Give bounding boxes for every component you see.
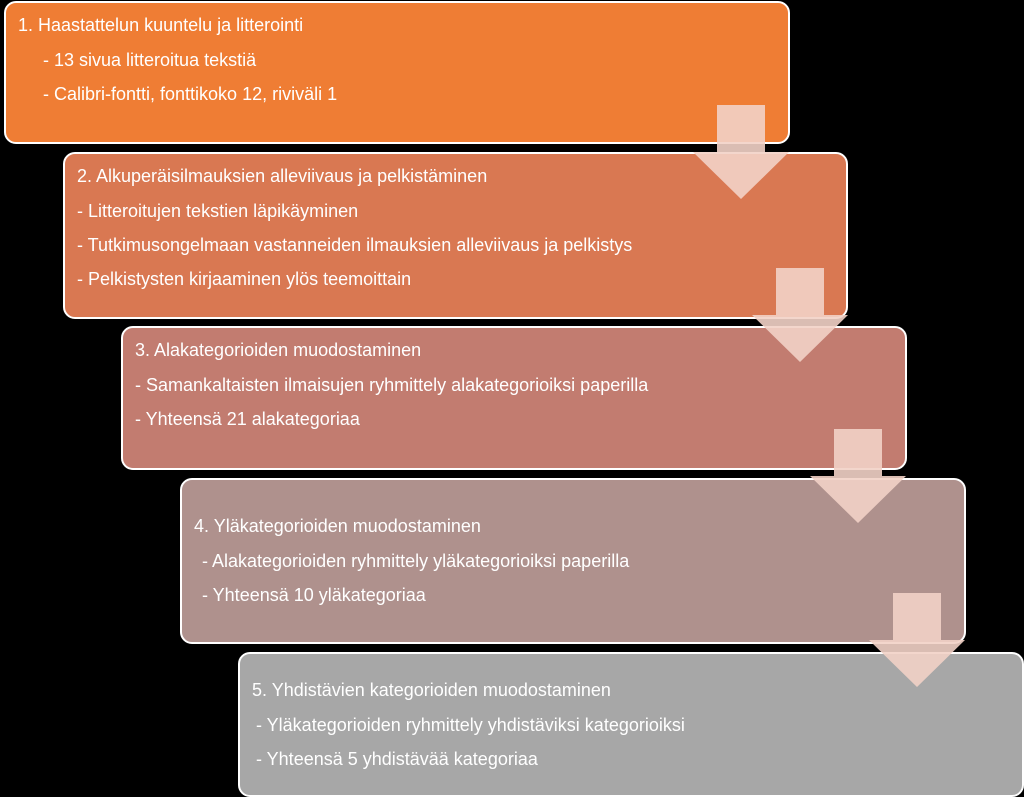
step-1-title: 1. Haastattelun kuuntelu ja litterointi [18,15,304,35]
step-2-item-3: - Pelkistysten kirjaaminen ylös teemoittain [77,269,412,289]
step-4-title: 4. Yläkategorioiden muodostaminen [194,516,481,536]
step-3-title: 3. Alakategorioiden muodostaminen [135,340,422,360]
step-3-item-1: - Samankaltaisten ilmaisujen ryhmittely alakategorioiksi paperilla [135,375,649,395]
down-arrow-icon-2 [752,268,848,362]
step-1-item-2: - Calibri-fontti, fonttikoko 12, riviväli 1 [43,84,338,104]
step-1-item-1: - 13 sivua litteroitua tekstiä [43,50,257,70]
step-4-item-1: - Alakategorioiden ryhmittely yläkategorioiksi paperilla [202,551,630,571]
step-4-item-2: - Yhteensä 10 yläkategoriaa [202,585,426,605]
step-1-box [4,1,790,144]
down-arrow-icon-3 [810,429,906,523]
down-arrow-icon-4 [869,593,965,687]
down-arrow-icon-1 [693,105,789,199]
step-2-title: 2. Alkuperäisilmauksien alleviivaus ja pelkistäminen [77,166,488,186]
step-5-title: 5. Yhdistävien kategorioiden muodostaminen [252,680,611,700]
step-2-item-1: - Litteroitujen tekstien läpikäyminen [77,201,359,221]
step-3-item-2: - Yhteensä 21 alakategoriaa [135,409,360,429]
step-5-item-2: - Yhteensä 5 yhdistävää kategoriaa [256,749,538,769]
step-5-item-1: - Yläkategorioiden ryhmittely yhdistäviksi kategorioiksi [256,715,685,735]
step-2-item-2: - Tutkimusongelmaan vastanneiden ilmauksien alleviivaus ja pelkistys [77,235,633,255]
